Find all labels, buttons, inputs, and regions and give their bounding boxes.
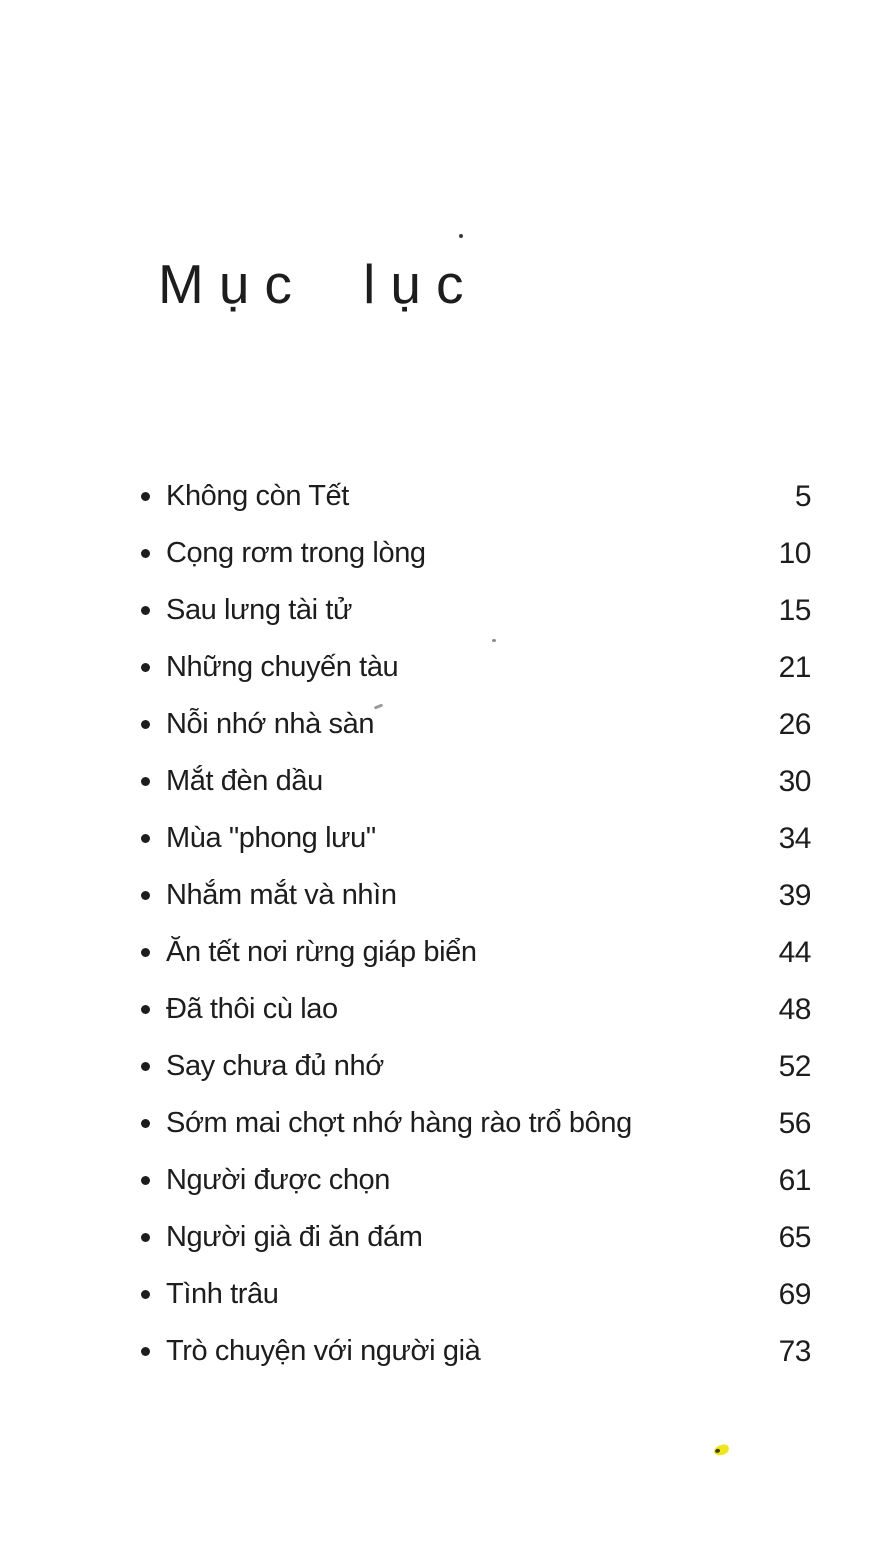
- toc-entry: [141, 1266, 811, 1323]
- scan-speck-icon: [459, 234, 463, 238]
- toc-entry: [141, 639, 811, 696]
- bullet-icon: [141, 1062, 150, 1071]
- page-title: Mục lục: [158, 253, 479, 315]
- bullet-icon: [141, 606, 150, 615]
- toc-entry: [141, 1209, 811, 1266]
- toc-entry: [141, 696, 811, 753]
- toc-entry-title: Sau lưng tài tử: [166, 594, 352, 626]
- scan-speck-icon: [492, 639, 496, 642]
- bullet-icon: [141, 1176, 150, 1185]
- toc-entry-page-number: 44: [778, 935, 811, 969]
- toc-entry-title: Tình trâu: [166, 1278, 279, 1310]
- toc-entry-title: Sớm mai chợt nhớ hàng rào trổ bông: [166, 1107, 632, 1139]
- toc-entry-page-number: 69: [778, 1277, 811, 1311]
- bullet-icon: [141, 1005, 150, 1014]
- toc-entry: [141, 582, 811, 639]
- toc-entry-page-number: 26: [778, 707, 811, 741]
- toc-entry: [141, 810, 811, 867]
- toc-entry: [141, 924, 811, 981]
- toc-entry-title: Cọng rơm trong lòng: [166, 537, 426, 569]
- toc-entry: [141, 1095, 811, 1152]
- bullet-icon: [141, 1347, 150, 1356]
- toc-entry-page-number: 10: [778, 536, 811, 570]
- toc-entry-page-number: 34: [778, 821, 811, 855]
- bullet-icon: [141, 1233, 150, 1242]
- toc-entry-page-number: 73: [778, 1334, 811, 1368]
- toc-entry-title: Mắt đèn dầu: [166, 765, 323, 797]
- toc-entry: [141, 981, 811, 1038]
- toc-entry-title: Người già đi ăn đám: [166, 1221, 423, 1253]
- toc-entry-page-number: 65: [778, 1220, 811, 1254]
- toc-entry-title: Ăn tết nơi rừng giáp biển: [166, 936, 477, 968]
- toc-entry-title: Mùa "phong lưu": [166, 822, 376, 854]
- toc-entry-page-number: 61: [778, 1163, 811, 1197]
- scan-speck-yellow-icon: [713, 1444, 730, 1457]
- toc-entry-page-number: 15: [778, 593, 811, 627]
- bullet-icon: [141, 549, 150, 558]
- toc-entry: [141, 867, 811, 924]
- toc-entry-title: Trò chuyện với người già: [166, 1335, 481, 1367]
- toc-entry: [141, 468, 811, 525]
- bullet-icon: [141, 1119, 150, 1128]
- toc-entry-title: Không còn Tết: [166, 480, 349, 512]
- toc-entry-title: Nỗi nhớ nhà sàn: [166, 708, 375, 740]
- toc-entry: [141, 1323, 811, 1380]
- toc-entry-page-number: 21: [778, 650, 811, 684]
- toc-entry-title: Người được chọn: [166, 1164, 391, 1196]
- bullet-icon: [141, 663, 150, 672]
- toc-entry-title: Đã thôi cù lao: [166, 993, 338, 1025]
- bullet-icon: [141, 777, 150, 786]
- toc-entry: [141, 525, 811, 582]
- bullet-icon: [141, 891, 150, 900]
- toc-entry-page-number: 56: [778, 1106, 811, 1140]
- toc-entry-page-number: 48: [778, 992, 811, 1026]
- bullet-icon: [141, 834, 150, 843]
- bullet-icon: [141, 720, 150, 729]
- bullet-icon: [141, 492, 150, 501]
- toc-entry-title: Nhắm mắt và nhìn: [166, 879, 397, 911]
- toc-entry-page-number: 52: [778, 1049, 811, 1083]
- bullet-icon: [141, 948, 150, 957]
- toc-list: [141, 468, 811, 1380]
- scan-speck-core-icon: [715, 1448, 721, 1453]
- toc-entry-page-number: 30: [778, 764, 811, 798]
- toc-entry: [141, 1152, 811, 1209]
- toc-entry-title: Say chưa đủ nhớ: [166, 1050, 384, 1082]
- toc-entry-page-number: 5: [794, 479, 811, 513]
- toc-entry-page-number: 39: [778, 878, 811, 912]
- toc-entry: [141, 1038, 811, 1095]
- toc-entry: [141, 753, 811, 810]
- toc-entry-title: Những chuyến tàu: [166, 651, 399, 683]
- bullet-icon: [141, 1290, 150, 1299]
